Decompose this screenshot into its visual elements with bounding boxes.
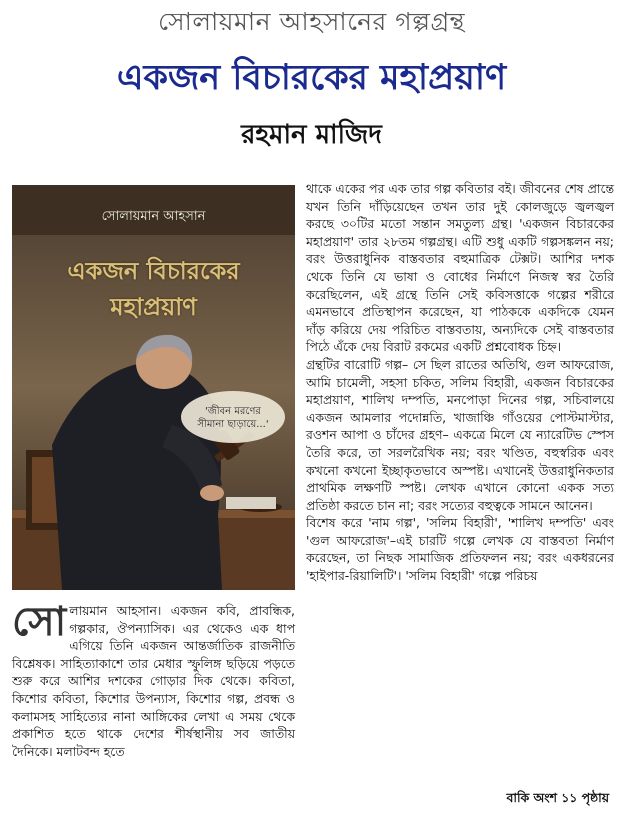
cover-tagline-line2: সীমানা ছাড়ায়ে...' [197,419,269,430]
cover-author-name: সোলায়মান আহসান [101,209,206,224]
body-column [306,180,614,585]
headline: একজন বিচারকের মহাপ্রয়াণ [116,58,507,98]
drop-cap: সো [12,599,67,645]
body-paragraph-1: থাকে একের পর এক তার গল্প কবিতার বই। জীবনের শেষ প্রান্তে যখন তিনি দাঁড়িয়েছেন তখন তার দুই কোলজুড়ে জ্বলজ্বল করছে ৩০টির মতো সন্তান সমতুল্য গ্রন্থ। 'একজন বিচারকের মহাপ্রয়াণ' তার ২৮তম গল্পগ্রন্থ। এটি শুধু একটি গল্পসঙ্কলন নয়; বরং উত্তরাধুনিক বাস্তবতার বহুমাত্রিক টেক্সট। আশির দশক থেকে তিনি যে ভাষা ও বোধের নির্মাণে নিজস্ব স্বর তৈরি করেছিলেন, এই গ্রন্থে তিনি সেই কবিসত্তাকে গল্পের শরীরে এমনভাবে প্রতিস্থাপন করেছেন, যা পাঠককে একদিকে যেমন দাঁড় করিয়ে দেয় পরিচিত বাস্তবতায়, অন্যদিকে সেই বাস্তবতার পিঠে এঁকে দেয় বিরাট রকমের একটি প্রশ্নবোধক চিহ্ন। [306,181,614,355]
body-paragraph-3: বিশেষ করে 'নাম গল্প', 'সলিম বিহারী', 'শালিখ দম্পতি' এবং 'গুল আফরোজ'–এই চারটি গল্পে লেখক যে বাস্তবতা নির্মাণ করেছেন, তা নিছক সামাজিক প্রতিফলন নয়; বরং একধরনের 'হাইপার-রিয়ালিটি'। 'সলিম বিহারী' গল্পে পরিচয় [306,515,614,584]
article-author: রহমান মাজিদ [241,120,382,150]
book-cover-image [12,185,295,590]
intro-text: লায়মান আহসান। একজন কবি, প্রাবন্ধিক, গল্পকার, ঔপন্যাসিক। এর থেকেও এক ধাপ এগিয়ে তিনি একজন আন্তর্জাতিক রাজনীতি বিশ্লেষক। সাহিত্যাকাশে তার মেধার স্ফুলিঙ্গ ছড়িয়ে পড়তে শুরু করে আশির দশকের গোড়ার দিক থেকে। কবিতা, কিশোর কবিতা, কিশোর উপন্যাস, কিশোর গল্প, প্রবন্ধ ও কলামসহ সাহিত্যের নানা আঙ্গিকের লেখা এ সময় থেকে প্রকাশিত হতে থাকে দেশের শীর্ষস্থানীয় সব জাতীয় দৈনিকে। মলাটবন্দ হতে [12,603,295,759]
intro-paragraph [12,599,295,760]
kicker-heading: সোলায়মান আহসানের গল্পগ্রন্থ [158,7,465,36]
cover-title-line2: মহাপ্রয়াণ [110,293,197,321]
cover-tagline [193,405,273,431]
body-paragraph-2: গ্রন্থটির বারোটি গল্প– সে ছিল রাতের অতিথি, গুল আফরোজ, আমি চামেলী, সহসা চকিত, সলিম বিহারী, একজন বিচারকের মহাপ্রয়াণ, শালিখ দম্পতি, মনপোড়া দিনের গল্প, সচিবালয়ে একজন আমলার পদোন্নতি, খাজাঞ্চি গাঁওয়ের পোস্টমাস্টার, রওশন আপা ও চাঁদের গ্রহণ– একত্রে মিলে যে ন্যারেটিভ স্পেস তৈরি করে, তা সরলরৈখিক নয়; বরং খণ্ডিত, বহুস্বরিক এবং কখনো কখনো ইচ্ছাকৃতভাবে অস্পষ্ট। এখানেই উত্তরাধুনিকতার প্রাথমিক লক্ষণটি স্পষ্ট। লেখক এখানে কোনো একক সত্য প্রতিষ্ঠা করতে চান না; বরং সত্যের বহুত্বকে সামনে আনেন। [306,356,614,513]
cover-illustration [12,185,295,590]
cover-title-line1: একজন বিচারকের [67,257,240,285]
continued-on-page: বাকি অংশ ১১ পৃষ্ঠায় [506,790,609,805]
intro-column [12,599,295,760]
cover-tagline-line1: 'জীবন মরণের [205,406,261,417]
